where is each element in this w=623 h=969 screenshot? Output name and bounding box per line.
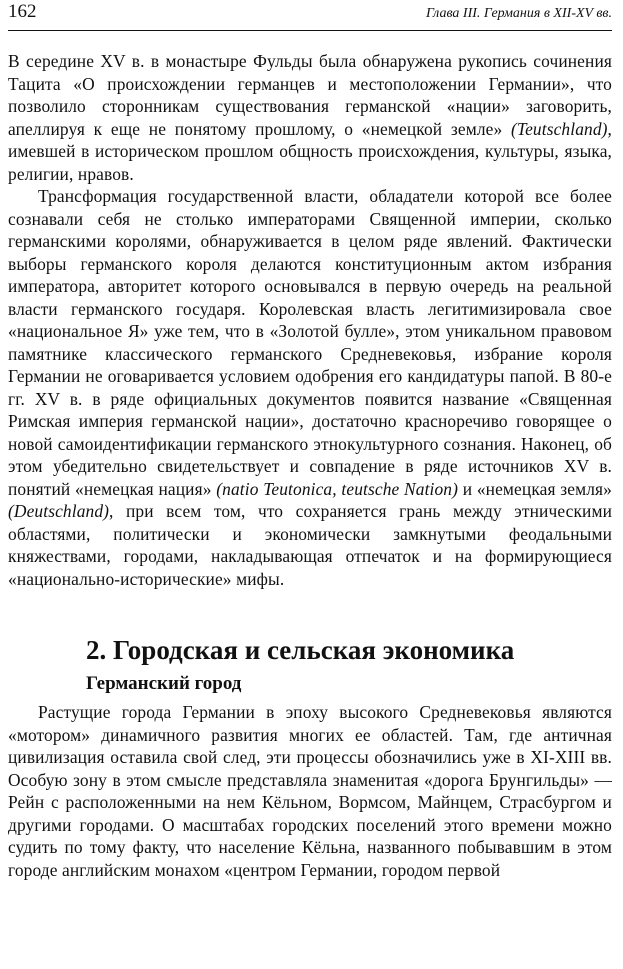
paragraph-1-end: , имевшей в историческом прошлом общность происхождения, культуры, языка, религии, нравов.	[8, 118, 613, 184]
paragraph-2-italic-2: (Deutschland)	[8, 501, 110, 521]
main-text	[8, 50, 612, 590]
chapter-title: Глава III. Германия в XII-XV вв.	[425, 6, 612, 21]
paragraph-1	[8, 50, 612, 185]
paragraph-2-italic-1: (natio Teutonica, teutsche Nation)	[216, 478, 459, 499]
paragraph-3: Растущие города Германии в эпоху высокого Средневековья являются «мотором» динамичного развития многих ее областей. Там, где античная цивилизация оставила свой след, эти процессы обозначились уже в XI-XIII вв. Особую зону в этом смысле представляла знаменитая «дорога Брунгильды» — Рейн с расположенными на нем Кёльном, Вормсом, Майнцем, Страсбургом и другими городами. О масштабах городских поселений этого времени можно судить по тому факту, что население Кёльна, названного побывавшим в этом городе английским монахом «центром Германии, городом первой	[8, 702, 612, 880]
running-header	[8, 0, 612, 31]
page-number: 162	[8, 1, 37, 22]
sub-heading: Германский город	[86, 673, 242, 694]
paragraph-2	[8, 185, 612, 590]
paragraph-2-middle: и «немецкая земля»	[458, 478, 612, 499]
book-page	[8, 0, 612, 969]
section-text	[8, 701, 612, 881]
paragraph-1-italic: (Teutschland)	[510, 118, 608, 139]
paragraph-1-text: В середине XV в. в монастыре Фульды была обнаружена рукопись сочинения Тацита «О происхождении германцев и местоположении Германии», что позволило сторонникам существования германской «нации» заговорить, апеллируя к еще не понятому прошлому, о «немецкой земле»	[8, 51, 612, 139]
section-heading: 2. Городская и сельская экономика	[86, 635, 515, 665]
paragraph-2-text: Трансформация государственной власти, обладатели которой все более сознавали себя не столько императорами Священной империи, сколько германскими королями, обнаруживается в целом ряде явлений. Фактически выборы германского короля делаются конституционным актом избрания императора, авторитет которого основывался в первую очередь на реальной власти германского государя. Королевская власть легитимизировала свое «национальное Я» уже тем, что в «Золотой булле», этом уникальном правовом памятнике классического германского Средневековья, избрание короля Германии не оговаривается условием одобрения его кандидатуры папой. В 80-е гг. XV в. в ряде официальных документов появится название «Священная Римская империя германской нации», достаточно красноречиво говорящее о новой самоидентификации германского этнокультурного сознания. Наконец, об этом убедительно свидетельствует и совпадение в ряде источников XV в. понятий «немецкая нация»	[8, 186, 612, 499]
paragraph-2-end: , при всем том, что сохраняется грань между этническими областями, политически и экономически замкнутыми феодальными княжествами, городами, накладывающая отпечаток и на формирующиеся «национально-исторические» мифы.	[8, 501, 612, 589]
